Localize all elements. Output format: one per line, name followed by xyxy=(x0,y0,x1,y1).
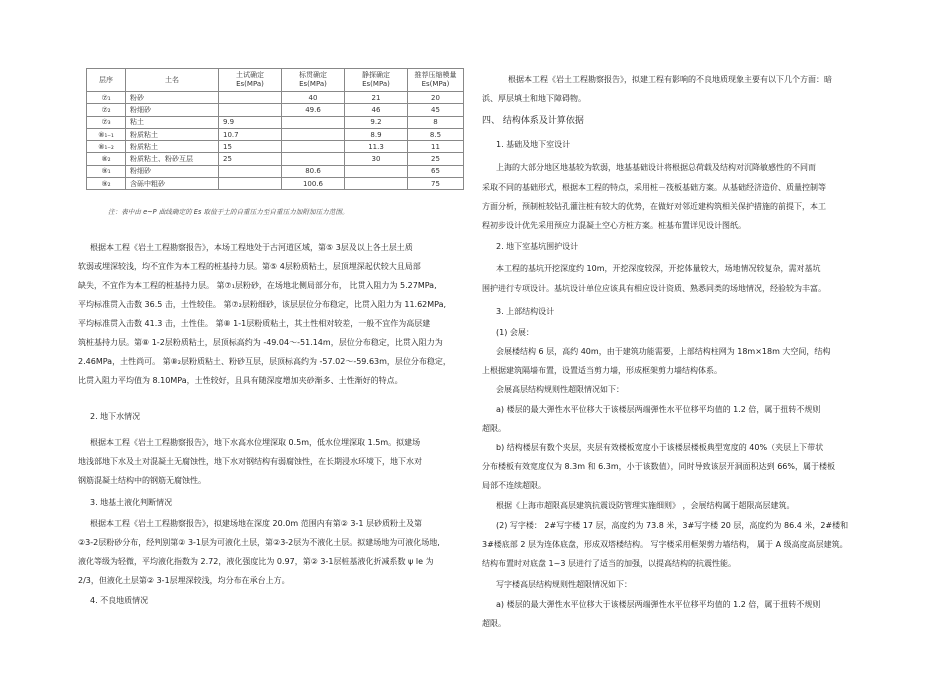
table-cell: 粉砂 xyxy=(126,92,219,104)
right-text-line: 3. 上部结构设计 xyxy=(496,307,555,316)
soil-modulus-table xyxy=(86,68,464,190)
table-cell: 75 xyxy=(408,178,464,190)
table-cell: ⑨₂ xyxy=(87,178,126,190)
right-text-line: 上海的大部分地区地基较为软弱，地基基础设计将根据总荷载及结构对沉降敏感性的不同而 xyxy=(496,163,816,172)
table-cell xyxy=(345,178,408,190)
table-cell: 25 xyxy=(408,153,464,165)
left-text-line: 缺失，不宜作为本工程的桩基持力层。 第⑦₁层粉砂，在场地北侧局部分布， 比贯入阻力为 5.27MPa, xyxy=(78,281,437,290)
table-cell: 含砾中粗砂 xyxy=(126,178,219,190)
table-row xyxy=(87,178,464,190)
left-text-line: 根据本工程《岩土工程勘察报告》，本场工程地处于古河道区域，第⑤ 3层及以上各土层土质 xyxy=(90,243,413,252)
right-text-line: 超限。 xyxy=(482,619,506,628)
left-text-line: ②3-2层粉砂分布，经判别第② 3-1层为可液化土层，第②3-2层为不液化土层。拟建场地为可液化场地, xyxy=(78,538,440,547)
right-text-line: (2) 写字楼： 2#写字楼 17 层，高度约为 73.8 米，3#写字楼 20 层，高度约为 86.4 米，2#楼和 xyxy=(496,521,849,530)
right-text-line: 程初步设计优先采用预应力混凝土空心方桩方案。桩基布置详见设计图纸。 xyxy=(482,221,746,230)
left-text-line: 比贯入阻力平均值为 8.10MPa，土性较好，且具有随深度增加夹砂渐多、土性渐好的特点。 xyxy=(78,376,403,385)
table-row xyxy=(87,116,464,128)
right-text-line: 围护进行专项设计。基坑设计单位应该具有相应设计资质、熟悉同类的场地情况，经验较为丰富。 xyxy=(482,284,826,293)
left-text-line: 筑桩基持力层。第⑧ 1-2层粉质粘土，层顶标高约为 -49.04～-51.14m，层位分布稳定，比贯入阻力为 xyxy=(78,338,443,347)
table-cell: 25 xyxy=(219,153,282,165)
table-cell: ⑦₃ xyxy=(87,116,126,128)
table-cell: 20 xyxy=(408,92,464,104)
table-row xyxy=(87,92,464,104)
right-text-line: 结构布置时对底盘 1~3 层进行了适当的加强，以提高结构的抗震性能。 xyxy=(482,559,736,568)
left-text-line: 平均标准贯入击数 36.5 击，土性较佳。 第⑦₂层粉细砂，该层层位分布稳定，比贯入阻力为 11.62MPa, xyxy=(78,300,447,309)
header-cell: 静探确定 Es(MPa) xyxy=(345,69,408,92)
table-cell: 11 xyxy=(408,141,464,153)
table-header-row xyxy=(87,69,464,92)
table-cell: 9.2 xyxy=(345,116,408,128)
table-cell: 15 xyxy=(219,141,282,153)
table-row xyxy=(87,128,464,140)
left-text-line: 2. 地下水情况 xyxy=(90,412,141,421)
right-text-line: 会展高层结构规则性超限情况如下： xyxy=(496,385,624,394)
table-cell xyxy=(282,116,345,128)
header-cell: 推荐压缩模量 Es(MPa) xyxy=(408,69,464,92)
right-text-line: 分布楼板有效宽度仅为 8.3m 和 6.3m，小于该数值），同时导致该层开洞面积达到 66%，属于楼板 xyxy=(482,462,835,471)
table-cell: 粉质粘土、粉砂互层 xyxy=(126,153,219,165)
table-cell xyxy=(219,178,282,190)
table-row xyxy=(87,141,464,153)
right-text-line: 2. 地下室基坑围护设计 xyxy=(496,242,579,251)
table-cell: 80.6 xyxy=(282,165,345,177)
table-cell: 8 xyxy=(408,116,464,128)
right-text-line: a) 楼层的最大弹性水平位移大于该楼层两端弹性水平位移平均值的 1.2 倍，属于扭转不规则 xyxy=(496,600,821,609)
left-text-line: 根据本工程《岩土工程勘察报告》，拟建场地在深度 20.0m 范围内有第② 3-1 层砂质粉土及第 xyxy=(90,519,423,528)
right-text-line: 3#楼底部 2 层为连体底盘，形成双塔楼结构。 写字楼采用框架剪力墙结构， 属于 A 级高度高层建筑。 xyxy=(482,540,848,549)
table-cell: 46 xyxy=(345,104,408,116)
header-cell: 标贯确定 Es(MPa) xyxy=(282,69,345,92)
right-text-line: b) 结构楼层有数个夹层，夹层有效楼板宽度小于该楼层楼板典型宽度的 40%（夹层上下带状 xyxy=(496,443,824,452)
right-text-line: 根据本工程《岩土工程勘察报告》，拟建工程有影响的不良地质现象主要有以下几个方面：暗 xyxy=(508,75,832,84)
table-cell: 8.5 xyxy=(408,128,464,140)
right-text-line: 1. 基础及地下室设计 xyxy=(496,140,571,149)
table-cell: 65 xyxy=(408,165,464,177)
table-cell: 100.6 xyxy=(282,178,345,190)
left-text-line: 液化等级为轻微，平均液化指数为 2.72，液化强度比为 0.97，第② 3-1层桩基液化折减系数 ψ le 为 xyxy=(78,557,434,566)
right-text-line: 本工程的基坑开挖深度约 10m，开挖深度较深，开挖体量较大，场地情况较复杂，需对基坑 xyxy=(496,264,821,273)
right-text-line: 局部不连续超限。 xyxy=(482,481,546,490)
table-cell: ⑧₂ xyxy=(87,153,126,165)
table-cell: 10.7 xyxy=(219,128,282,140)
right-text-line: 方面分析，预制桩较钻孔灌注桩有较大的优势，在做好对邻近建构筑相关保护措施的前提下，本工 xyxy=(482,202,826,211)
table-cell: 粉质粘土 xyxy=(126,141,219,153)
table-cell: 49.6 xyxy=(282,104,345,116)
table-cell: ⑧₁₋₂ xyxy=(87,141,126,153)
table-cell xyxy=(282,128,345,140)
left-text-line: 钢筋混凝土结构中的钢筋无腐蚀性。 xyxy=(78,476,206,485)
right-text-line: (1) 会展： xyxy=(496,328,534,337)
table-cell xyxy=(282,153,345,165)
table-cell: 21 xyxy=(345,92,408,104)
header-cell: 土名 xyxy=(126,69,219,92)
right-text-line: 写字楼高层结构规则性超限情况如下： xyxy=(496,580,632,589)
right-text-line: 浜、厚层填土和地下障碍物。 xyxy=(482,94,586,103)
right-text-line: 四、 结构体系及计算依据 xyxy=(482,116,584,126)
right-text-line: 根据《上海市超限高层建筑抗震设防管理实施细则》 ，会展结构属于超限高层建筑。 xyxy=(496,501,795,510)
table-cell: 11.3 xyxy=(345,141,408,153)
table-row xyxy=(87,165,464,177)
right-text-line: 采取不同的基础形式，根据本工程的特点，采用桩－筏板基础方案。从基础经济造价、质量控制等 xyxy=(482,183,826,192)
table-cell xyxy=(345,165,408,177)
left-text-line: 2.46MPa，土性尚可。 第⑧₂层粉质粘土、粉砂互层，层顶标高约为 -57.02～-59.63m，层位分布稳定， xyxy=(78,357,451,366)
table-cell: 8.9 xyxy=(345,128,408,140)
table-cell: ⑧₁₋₁ xyxy=(87,128,126,140)
table-cell: ⑦₁ xyxy=(87,92,126,104)
right-text-line: a) 楼层的最大弹性水平位移大于该楼层两端弹性水平位移平均值的 1.2 倍，属于扭转不规则 xyxy=(496,405,821,414)
table-cell: 粘土 xyxy=(126,116,219,128)
table-cell: 粉质粘土 xyxy=(126,128,219,140)
left-text-line: 软弱或埋深较浅，均不宜作为本工程的桩基持力层。第⑤ 4层粉质粘土，层顶埋深起伏较大且局部 xyxy=(78,262,421,271)
table-cell: ⑦₂ xyxy=(87,104,126,116)
table-cell xyxy=(219,92,282,104)
left-text-line: 3. 地基土液化判断情况 xyxy=(90,498,173,507)
table-cell: 45 xyxy=(408,104,464,116)
right-text-line: 会展楼结构 6 层，高约 40m，由于建筑功能需要，上部结构柱网为 18m×18m 大空间，结构 xyxy=(496,347,831,356)
table-cell xyxy=(219,165,282,177)
right-text-line: 超限。 xyxy=(482,424,506,433)
table-cell xyxy=(219,104,282,116)
right-text-line: 上根据建筑隔墙布置，设置适当剪力墙，形成框架剪力墙结构体系。 xyxy=(482,366,722,375)
table-cell: 40 xyxy=(282,92,345,104)
left-text-line: 2/3，但液化土层第② 3-1层埋深较浅，均分布在承台上方。 xyxy=(78,576,290,585)
table-row xyxy=(87,104,464,116)
left-text-line: 根据本工程《岩土工程勘察报告》，地下水高水位埋深取 0.5m，低水位埋深取 1.5m。拟建场 xyxy=(90,438,421,447)
table-row xyxy=(87,153,464,165)
table-cell: 粉细砂 xyxy=(126,165,219,177)
table-cell: 粉细砂 xyxy=(126,104,219,116)
table-cell: ⑨₁ xyxy=(87,165,126,177)
left-text-line: 4. 不良地质情况 xyxy=(90,596,149,605)
header-cell: 土试确定 Es(MPa) xyxy=(219,69,282,92)
table-cell: 9.9 xyxy=(219,116,282,128)
left-text-line: 平均标准贯入击数 41.3 击，土性佳。 第⑧ 1-1层粉质粘土，其土性相对较差，一般不宜作为高层建 xyxy=(78,319,431,328)
table-cell: 30 xyxy=(345,153,408,165)
header-cell: 层序 xyxy=(87,69,126,92)
table-note: 注：表中由 e~P 曲线确定的 Es 取值于土的自重压力至自重压力加附加压力范围。 xyxy=(108,208,349,216)
left-text-line: 地浅部地下水及土对混凝土无腐蚀性，地下水对钢结构有弱腐蚀性，在长期浸水环境下，地下水对 xyxy=(78,457,422,466)
table-cell xyxy=(282,141,345,153)
